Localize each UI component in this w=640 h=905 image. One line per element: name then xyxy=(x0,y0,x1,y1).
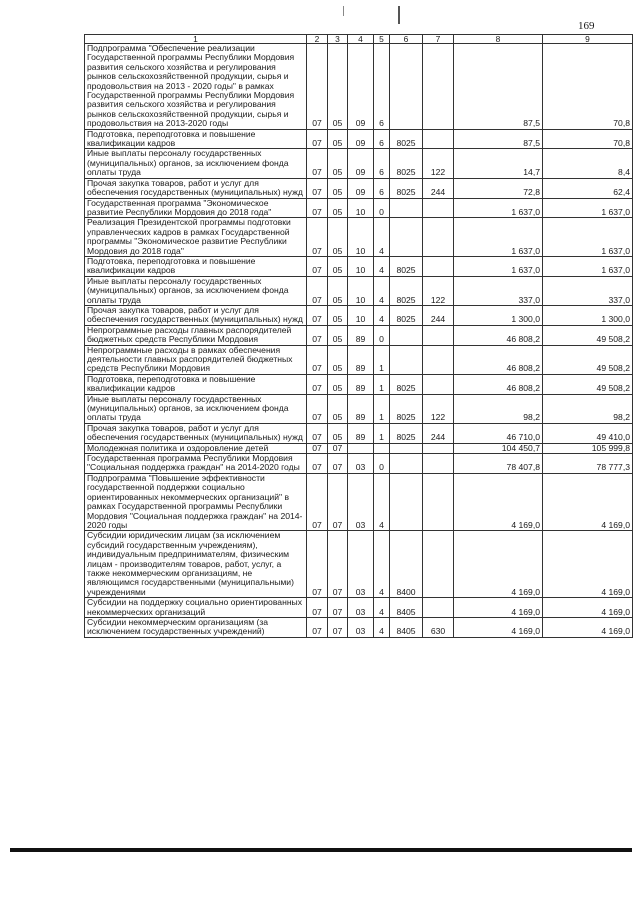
budget-table xyxy=(84,34,633,638)
section-code-cell: 07 xyxy=(307,345,328,374)
program-code-cell: 10 xyxy=(348,256,374,276)
scan-border xyxy=(10,848,632,852)
article-code-cell xyxy=(390,473,423,530)
program-code-cell: 89 xyxy=(348,423,374,443)
amount-year-1-cell: 87,5 xyxy=(454,44,543,130)
item-name-cell: Государственная программа Республики Мордовия "Социальная поддержка граждан" на 2014-2020 годы xyxy=(85,454,307,474)
subsection-code-cell: 07 xyxy=(328,473,348,530)
subsection-code-cell: 07 xyxy=(328,454,348,474)
article-code-cell: 8405 xyxy=(390,598,423,618)
amount-year-1-cell: 46 710,0 xyxy=(454,423,543,443)
section-code-cell: 07 xyxy=(307,394,328,423)
item-name-cell: Иные выплаты персоналу государственных (муниципальных) органов, за исключением фонда оплаты труда xyxy=(85,394,307,423)
table-row xyxy=(85,345,633,374)
section-code-cell: 07 xyxy=(307,129,328,149)
section-code-cell: 07 xyxy=(307,305,328,325)
scan-mark xyxy=(343,6,344,16)
amount-year-2-cell: 4 169,0 xyxy=(543,617,633,637)
program-code-cell xyxy=(348,443,374,453)
amount-year-1-cell: 72,8 xyxy=(454,178,543,198)
table-row xyxy=(85,454,633,474)
section-code-cell: 07 xyxy=(307,473,328,530)
section-code-cell: 07 xyxy=(307,178,328,198)
table-row xyxy=(85,149,633,178)
expense-type-code-cell: 630 xyxy=(423,617,454,637)
subsection-code-cell: 07 xyxy=(328,617,348,637)
item-name-cell: Подготовка, переподготовка и повышение квалификации кадров xyxy=(85,129,307,149)
subprogram-code-cell: 0 xyxy=(374,325,390,345)
amount-year-2-cell: 78 777,3 xyxy=(543,454,633,474)
subprogram-code-cell: 6 xyxy=(374,178,390,198)
amount-year-2-cell: 49 508,2 xyxy=(543,374,633,394)
table-row xyxy=(85,374,633,394)
subsection-code-cell: 05 xyxy=(328,374,348,394)
amount-year-2-cell: 1 637,0 xyxy=(543,218,633,257)
section-code-cell: 07 xyxy=(307,443,328,453)
amount-year-2-cell: 4 169,0 xyxy=(543,531,633,598)
subprogram-code-cell: 4 xyxy=(374,531,390,598)
program-code-cell: 03 xyxy=(348,598,374,618)
expense-type-code-cell xyxy=(423,129,454,149)
amount-year-2-cell: 8,4 xyxy=(543,149,633,178)
expense-type-code-cell xyxy=(423,531,454,598)
item-name-cell: Подготовка, переподготовка и повышение квалификации кадров xyxy=(85,256,307,276)
item-name-cell: Подготовка, переподготовка и повышение квалификации кадров xyxy=(85,374,307,394)
table-row xyxy=(85,325,633,345)
expense-type-code-cell: 122 xyxy=(423,276,454,305)
amount-year-2-cell: 62,4 xyxy=(543,178,633,198)
subsection-code-cell: 05 xyxy=(328,129,348,149)
table-row xyxy=(85,423,633,443)
amount-year-2-cell: 49 410,0 xyxy=(543,423,633,443)
item-name-cell: Прочая закупка товаров, работ и услуг для обеспечения государственных (муниципальных) нужд xyxy=(85,178,307,198)
subprogram-code-cell: 1 xyxy=(374,394,390,423)
amount-year-2-cell: 4 169,0 xyxy=(543,598,633,618)
amount-year-1-cell: 14,7 xyxy=(454,149,543,178)
amount-year-1-cell: 46 808,2 xyxy=(454,345,543,374)
subsection-code-cell: 07 xyxy=(328,531,348,598)
table-row xyxy=(85,394,633,423)
item-name-cell: Подпрограмма "Обеспечение реализации Государственной программы Республики Мордовия развития сельского хозяйства и регулирования рынков сельскохозяйственной продукции, сырья и продовольствия на 2013 - 2020 годы" в рамках Государственной программы Республики Мордовия развития сельского хозяйства и регулирования рынков сельскохозяйственной продукции, сырья и продовольствия на 2013-2020 годы xyxy=(85,44,307,130)
amount-year-2-cell: 1 300,0 xyxy=(543,305,633,325)
header-cell: 3 xyxy=(328,35,348,44)
item-name-cell: Прочая закупка товаров, работ и услуг для обеспечения государственных (муниципальных) нужд xyxy=(85,423,307,443)
header-cell: 6 xyxy=(390,35,423,44)
item-name-cell: Реализация Президентской программы подготовки управленческих кадров в рамках Государственной программы "Экономическое развитие Республики Мордовия до 2018 года" xyxy=(85,218,307,257)
section-code-cell: 07 xyxy=(307,454,328,474)
expense-type-code-cell xyxy=(423,44,454,130)
item-name-cell: Субсидии юридическим лицам (за исключением субсидий государственным учреждениям), индивидуальным предпринимателям, физическим лицам - производителям товаров, работ, услуг, а также некоммерческим организациям, не являющимся государственными (муниципальными) учреждениями xyxy=(85,531,307,598)
subsection-code-cell: 05 xyxy=(328,198,348,218)
subsection-code-cell: 05 xyxy=(328,423,348,443)
expense-type-code-cell xyxy=(423,198,454,218)
article-code-cell xyxy=(390,443,423,453)
item-name-cell: Непрограммные расходы главных распорядителей бюджетных средств Республики Мордовия xyxy=(85,325,307,345)
header-cell: 9 xyxy=(543,35,633,44)
program-code-cell: 03 xyxy=(348,454,374,474)
program-code-cell: 10 xyxy=(348,276,374,305)
amount-year-1-cell: 46 808,2 xyxy=(454,374,543,394)
article-code-cell: 8025 xyxy=(390,374,423,394)
article-code-cell: 8025 xyxy=(390,276,423,305)
section-code-cell: 07 xyxy=(307,617,328,637)
subsection-code-cell: 05 xyxy=(328,218,348,257)
program-code-cell: 03 xyxy=(348,531,374,598)
program-code-cell: 09 xyxy=(348,44,374,130)
article-code-cell: 8025 xyxy=(390,305,423,325)
amount-year-1-cell: 78 407,8 xyxy=(454,454,543,474)
table-row xyxy=(85,443,633,453)
subprogram-code-cell: 1 xyxy=(374,423,390,443)
header-cell: 1 xyxy=(85,35,307,44)
amount-year-1-cell: 4 169,0 xyxy=(454,473,543,530)
article-code-cell xyxy=(390,454,423,474)
amount-year-1-cell: 104 450,7 xyxy=(454,443,543,453)
amount-year-1-cell: 1 637,0 xyxy=(454,256,543,276)
program-code-cell: 03 xyxy=(348,617,374,637)
amount-year-1-cell: 87,5 xyxy=(454,129,543,149)
article-code-cell: 8025 xyxy=(390,129,423,149)
subsection-code-cell: 05 xyxy=(328,44,348,130)
program-code-cell: 89 xyxy=(348,374,374,394)
page-number: 169 xyxy=(578,20,595,32)
section-code-cell: 07 xyxy=(307,198,328,218)
amount-year-1-cell: 98,2 xyxy=(454,394,543,423)
expense-type-code-cell: 122 xyxy=(423,394,454,423)
subsection-code-cell: 05 xyxy=(328,276,348,305)
subprogram-code-cell: 4 xyxy=(374,305,390,325)
subprogram-code-cell: 1 xyxy=(374,374,390,394)
amount-year-2-cell: 70,8 xyxy=(543,44,633,130)
article-code-cell: 8025 xyxy=(390,394,423,423)
expense-type-code-cell: 244 xyxy=(423,423,454,443)
expense-type-code-cell: 244 xyxy=(423,305,454,325)
expense-type-code-cell xyxy=(423,443,454,453)
article-code-cell: 8025 xyxy=(390,149,423,178)
expense-type-code-cell xyxy=(423,218,454,257)
item-name-cell: Непрограммные расходы в рамках обеспечения деятельности главных распорядителей бюджетных средств Республики Мордовия xyxy=(85,345,307,374)
scan-mark xyxy=(398,6,400,24)
program-code-cell: 89 xyxy=(348,325,374,345)
amount-year-1-cell: 4 169,0 xyxy=(454,531,543,598)
amount-year-1-cell: 1 300,0 xyxy=(454,305,543,325)
section-code-cell: 07 xyxy=(307,256,328,276)
subprogram-code-cell: 4 xyxy=(374,598,390,618)
section-code-cell: 07 xyxy=(307,149,328,178)
subprogram-code-cell: 0 xyxy=(374,198,390,218)
table-row xyxy=(85,598,633,618)
item-name-cell: Иные выплаты персоналу государственных (муниципальных) органов, за исключением фонда оплаты труда xyxy=(85,149,307,178)
amount-year-1-cell: 46 808,2 xyxy=(454,325,543,345)
table-row xyxy=(85,198,633,218)
amount-year-1-cell: 1 637,0 xyxy=(454,198,543,218)
amount-year-2-cell: 98,2 xyxy=(543,394,633,423)
expense-type-code-cell: 122 xyxy=(423,149,454,178)
expense-type-code-cell xyxy=(423,256,454,276)
item-name-cell: Субсидии некоммерческим организациям (за исключением государственных учреждений) xyxy=(85,617,307,637)
article-code-cell: 8405 xyxy=(390,617,423,637)
article-code-cell: 8400 xyxy=(390,531,423,598)
program-code-cell: 09 xyxy=(348,178,374,198)
header-cell: 8 xyxy=(454,35,543,44)
amount-year-1-cell: 4 169,0 xyxy=(454,617,543,637)
subsection-code-cell: 05 xyxy=(328,345,348,374)
article-code-cell: 8025 xyxy=(390,256,423,276)
subsection-code-cell: 05 xyxy=(328,178,348,198)
article-code-cell: 8025 xyxy=(390,423,423,443)
amount-year-1-cell: 337,0 xyxy=(454,276,543,305)
subprogram-code-cell: 1 xyxy=(374,345,390,374)
subprogram-code-cell xyxy=(374,443,390,453)
program-code-cell: 09 xyxy=(348,149,374,178)
program-code-cell: 09 xyxy=(348,129,374,149)
expense-type-code-cell: 244 xyxy=(423,178,454,198)
article-code-cell xyxy=(390,218,423,257)
subsection-code-cell: 07 xyxy=(328,443,348,453)
program-code-cell: 10 xyxy=(348,198,374,218)
expense-type-code-cell xyxy=(423,345,454,374)
header-cell: 7 xyxy=(423,35,454,44)
expense-type-code-cell xyxy=(423,598,454,618)
table-row xyxy=(85,129,633,149)
item-name-cell: Государственная программа "Экономическое развитие Республики Мордовия до 2018 года" xyxy=(85,198,307,218)
item-name-cell: Подпрограмма "Повышение эффективности государственной поддержки социально ориентированных некоммерческих организаций" в рамках Государственной программы Республики Мордовия "Социальная поддержка граждан" на 2014-2020 годы xyxy=(85,473,307,530)
article-code-cell xyxy=(390,198,423,218)
table-row xyxy=(85,256,633,276)
program-code-cell: 10 xyxy=(348,305,374,325)
item-name-cell: Субсидии на поддержку социально ориентированных некоммерческих организаций xyxy=(85,598,307,618)
table-row xyxy=(85,178,633,198)
section-code-cell: 07 xyxy=(307,218,328,257)
subprogram-code-cell: 6 xyxy=(374,44,390,130)
amount-year-2-cell: 105 999,8 xyxy=(543,443,633,453)
amount-year-2-cell: 4 169,0 xyxy=(543,473,633,530)
program-code-cell: 89 xyxy=(348,345,374,374)
section-code-cell: 07 xyxy=(307,531,328,598)
amount-year-2-cell: 49 508,2 xyxy=(543,325,633,345)
amount-year-1-cell: 4 169,0 xyxy=(454,598,543,618)
table-row xyxy=(85,531,633,598)
table-body xyxy=(85,44,633,638)
section-code-cell: 07 xyxy=(307,44,328,130)
header-cell: 5 xyxy=(374,35,390,44)
expense-type-code-cell xyxy=(423,454,454,474)
expense-type-code-cell xyxy=(423,374,454,394)
article-code-cell xyxy=(390,44,423,130)
table-row xyxy=(85,44,633,130)
section-code-cell: 07 xyxy=(307,325,328,345)
subprogram-code-cell: 4 xyxy=(374,218,390,257)
item-name-cell: Прочая закупка товаров, работ и услуг для обеспечения государственных (муниципальных) нужд xyxy=(85,305,307,325)
subsection-code-cell: 05 xyxy=(328,149,348,178)
program-code-cell: 03 xyxy=(348,473,374,530)
header-cell: 2 xyxy=(307,35,328,44)
section-code-cell: 07 xyxy=(307,374,328,394)
amount-year-2-cell: 49 508,2 xyxy=(543,345,633,374)
table-row xyxy=(85,218,633,257)
subprogram-code-cell: 0 xyxy=(374,454,390,474)
section-code-cell: 07 xyxy=(307,423,328,443)
subsection-code-cell: 05 xyxy=(328,256,348,276)
subprogram-code-cell: 4 xyxy=(374,256,390,276)
table-row xyxy=(85,305,633,325)
section-code-cell: 07 xyxy=(307,598,328,618)
article-code-cell: 8025 xyxy=(390,178,423,198)
section-code-cell: 07 xyxy=(307,276,328,305)
amount-year-2-cell: 337,0 xyxy=(543,276,633,305)
table-row xyxy=(85,276,633,305)
item-name-cell: Молодежная политика и оздоровление детей xyxy=(85,443,307,453)
program-code-cell: 89 xyxy=(348,394,374,423)
subprogram-code-cell: 6 xyxy=(374,149,390,178)
subprogram-code-cell: 6 xyxy=(374,129,390,149)
subsection-code-cell: 05 xyxy=(328,305,348,325)
table-row xyxy=(85,617,633,637)
item-name-cell: Иные выплаты персоналу государственных (муниципальных) органов, за исключением фонда оплаты труда xyxy=(85,276,307,305)
subsection-code-cell: 05 xyxy=(328,394,348,423)
expense-type-code-cell xyxy=(423,325,454,345)
subsection-code-cell: 07 xyxy=(328,598,348,618)
amount-year-1-cell: 1 637,0 xyxy=(454,218,543,257)
subsection-code-cell: 05 xyxy=(328,325,348,345)
amount-year-2-cell: 1 637,0 xyxy=(543,198,633,218)
subprogram-code-cell: 4 xyxy=(374,473,390,530)
subprogram-code-cell: 4 xyxy=(374,276,390,305)
subprogram-code-cell: 4 xyxy=(374,617,390,637)
program-code-cell: 10 xyxy=(348,218,374,257)
article-code-cell xyxy=(390,345,423,374)
table-row xyxy=(85,473,633,530)
amount-year-2-cell: 70,8 xyxy=(543,129,633,149)
expense-type-code-cell xyxy=(423,473,454,530)
article-code-cell xyxy=(390,325,423,345)
header-cell: 4 xyxy=(348,35,374,44)
amount-year-2-cell: 1 637,0 xyxy=(543,256,633,276)
